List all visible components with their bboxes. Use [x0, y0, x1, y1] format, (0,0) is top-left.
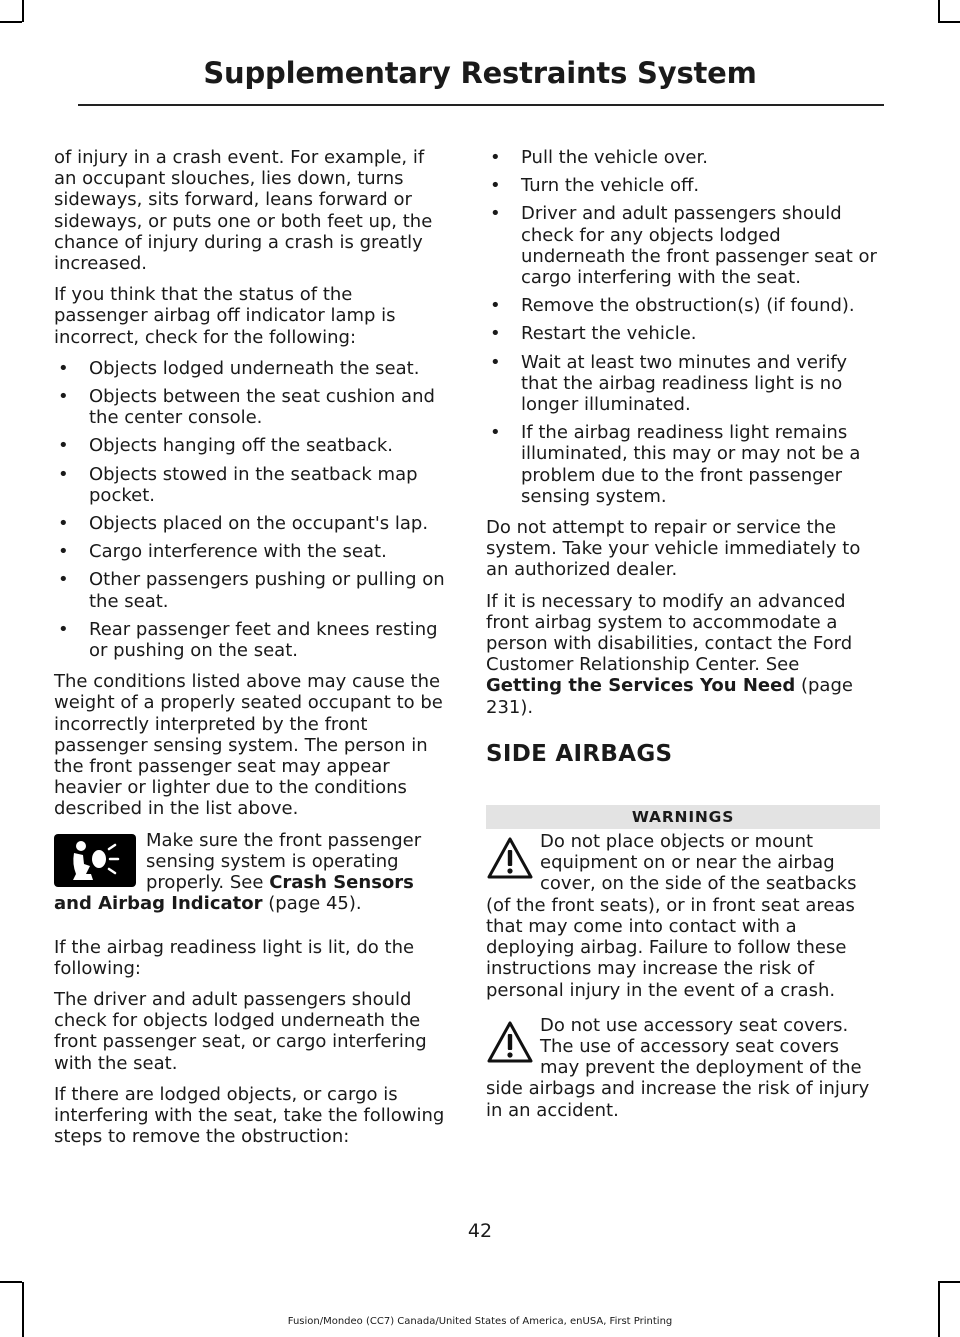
crop-mark: [938, 1281, 960, 1283]
paragraph: If there are lodged objects, or cargo is interfering with the seat, take the following steps to remove the obstruction:: [54, 1083, 445, 1148]
list-item: [486, 203, 880, 288]
left-column: [54, 147, 448, 1157]
list-item: [486, 323, 880, 344]
list-item-text: Driver and adult passengers should check for any objects lodged underneath the front passenger seat or cargo interfering with the seat.: [521, 203, 877, 289]
list-item-text: Other passengers pushing or pulling on the seat.: [89, 569, 445, 612]
list-item: [486, 175, 880, 196]
crop-mark: [938, 1282, 940, 1337]
crop-mark: [938, 21, 960, 23]
paragraph: If the airbag readiness light is lit, do the following:: [54, 936, 415, 979]
paragraph: [486, 591, 880, 718]
list-item: [54, 358, 448, 379]
list-item-text: Restart the vehicle.: [521, 323, 697, 345]
bullet: •: [58, 513, 69, 535]
title-rule: [78, 104, 884, 106]
page-reference: (page 231).: [486, 675, 853, 718]
bullet: •: [490, 295, 501, 317]
list-item-text: If the airbag readiness light remains illuminated, this may or may not be a problem due to the front passenger sensing system.: [521, 422, 861, 507]
list-item-text: Objects stowed in the seatback map pocket.: [89, 463, 418, 506]
list-item: [54, 513, 448, 534]
cross-reference-link[interactable]: Crash Sensors and Airbag Indicator: [54, 872, 414, 915]
list-item-text: Pull the vehicle over.: [521, 147, 708, 168]
list-item-text: Objects between the seat cushion and the center console.: [89, 386, 435, 429]
crop-mark: [0, 21, 22, 23]
bullet: •: [58, 463, 69, 485]
paragraph: The driver and adult passengers should check for objects lodged underneath the front passenger seat, or cargo interfering with the seat.: [54, 988, 427, 1074]
paragraph: If you think that the status of the passenger airbag off indicator lamp is incorrect, check for the following:: [54, 284, 396, 348]
list-item-text: Objects lodged underneath the seat.: [89, 357, 420, 379]
list-item: [486, 352, 880, 416]
list-item: [54, 386, 448, 428]
bullet: •: [58, 541, 69, 563]
list-item: [54, 435, 448, 456]
list-item-text: Objects placed on the occupant's lap.: [89, 513, 429, 535]
list-item-text: Turn the vehicle off.: [521, 175, 700, 197]
list-item: [486, 147, 880, 168]
bullet: •: [58, 386, 69, 408]
crop-mark: [22, 0, 24, 22]
warning-text: Do not place objects or mount equipment on or near the airbag cover, on the side of the seatbacks (of the front seats), or in front seat areas that may come into contact with a deploying airbag. Failure to follow these instructions may increase the risk of personal injury in the event of a crash.: [486, 831, 857, 1001]
bullet: •: [490, 422, 501, 444]
airbag-warning-icon: [54, 834, 136, 887]
steps-list: [486, 147, 880, 507]
paragraph-text: If it is necessary to modify an advanced front airbag system to accommodate a person with disabilities, contact the Ford Customer Relationship Center. See: [486, 590, 853, 676]
list-item: [54, 541, 448, 562]
paragraph: The conditions listed above may cause the weight of a properly seated occupant to be incorrectly interpreted by the front passenger sensing system. The person in the front passenger seat may appear heavier or lighter due to the conditions described in the list above.: [54, 671, 443, 820]
list-item-text: Remove the obstruction(s) (if found).: [521, 295, 855, 317]
list-item-text: Objects hanging off the seatback.: [89, 435, 393, 457]
warning-item: [486, 831, 880, 1001]
bullet: •: [58, 357, 69, 379]
right-column: [486, 147, 880, 1135]
list-item: [54, 464, 448, 506]
bullet: •: [58, 435, 69, 457]
warning-triangle-icon: [486, 1019, 534, 1065]
section-heading: SIDE AIRBAGS: [486, 740, 673, 767]
page-reference: (page 45).: [268, 893, 362, 915]
crop-mark: [938, 0, 940, 22]
warnings-banner: WARNINGS: [486, 805, 880, 829]
note-text: Make sure the front passenger sensing system is operating properly. See: [146, 829, 422, 894]
cross-reference-link[interactable]: Getting the Services You Need: [486, 675, 796, 697]
bullet: •: [490, 147, 501, 168]
list-item-text: Cargo interference with the seat.: [89, 541, 387, 563]
paragraph: of injury in a crash event. For example, if an occupant slouches, lies down, turns sideways, sits forward, leans forward or sideways, or puts one or both feet up, the chance of injury during a crash is greatly increased.: [54, 147, 433, 275]
bullet: •: [490, 175, 501, 197]
list-item-text: Rear passenger feet and knees resting or pushing on the seat.: [89, 618, 438, 662]
bullet: •: [490, 203, 501, 225]
warning-item: [486, 1015, 880, 1121]
bullet: •: [490, 323, 501, 345]
page-title: Supplementary Restraints System: [203, 56, 757, 90]
bullet: •: [58, 569, 69, 591]
crop-mark: [0, 1281, 22, 1283]
list-item: [486, 295, 880, 316]
warning-triangle-icon: [486, 835, 534, 881]
paragraph: Do not attempt to repair or service the system. Take your vehicle immediately to an authorized dealer.: [486, 517, 861, 581]
check-list: [54, 358, 448, 661]
list-item: [54, 569, 448, 611]
note-block: [54, 830, 448, 915]
list-item-text: Wait at least two minutes and verify that the airbag readiness light is no longer illuminated.: [521, 351, 848, 416]
bullet: •: [58, 618, 69, 640]
crop-mark: [22, 1282, 24, 1337]
footer-text: Fusion/Mondeo (CC7) Canada/United States of America, enUSA, First Printing: [287, 1316, 673, 1327]
list-item: [486, 422, 880, 507]
bullet: •: [490, 351, 501, 373]
page-number: 42: [467, 1220, 493, 1242]
list-item: [54, 619, 448, 661]
warning-text: Do not use accessory seat covers. The use of accessory seat covers may prevent the deployment of the side airbags and increase the risk of injury in an accident.: [486, 1014, 870, 1121]
